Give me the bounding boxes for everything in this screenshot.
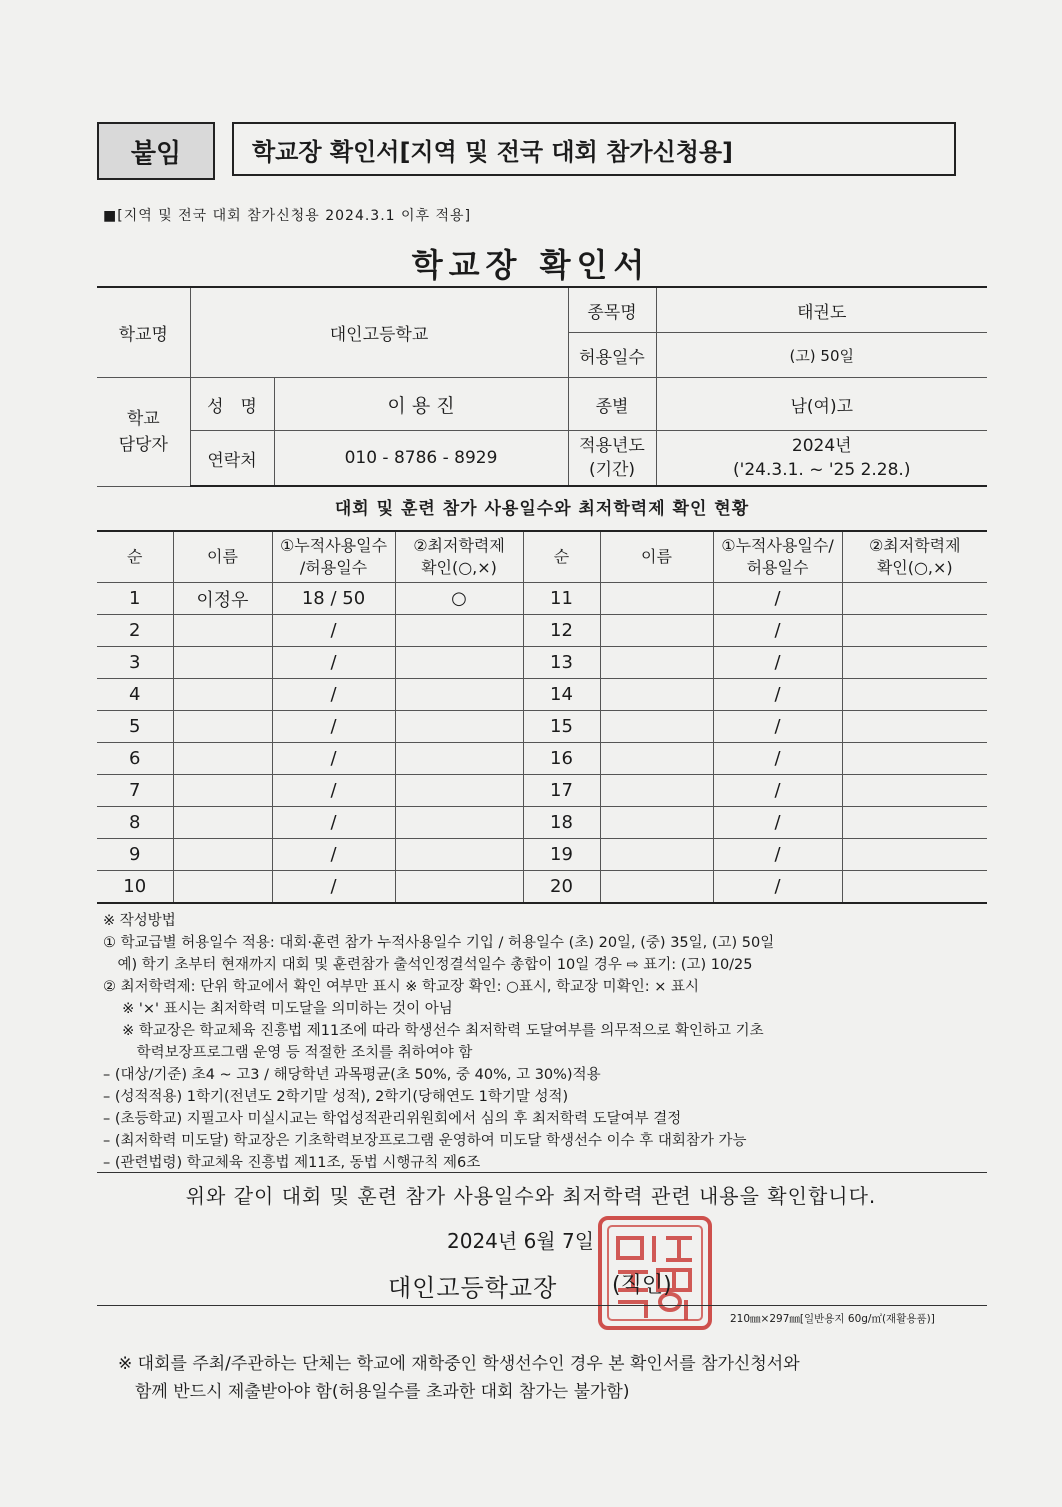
- year-value-line-2: ('24.3.1. ~ '25 2.28.): [733, 460, 911, 480]
- note-line: 예) 학기 초부터 현재까지 대회 및 훈련참가 출석인정결석일수 총합이 10일 경우 ⇨ 표기: (고) 10/25: [103, 957, 753, 973]
- row-days: /: [713, 711, 842, 743]
- header-days-right-line-1: ①누적사용일수/: [721, 536, 834, 555]
- note-line: – (관련법령) 학교체육 진흥법 제11조, 동법 시행규칙 제6조: [103, 1155, 481, 1171]
- row-name: [600, 583, 713, 615]
- row-days: /: [713, 679, 842, 711]
- bottom-note: [118, 1350, 800, 1406]
- row-check: [395, 647, 523, 679]
- row-days: /: [713, 839, 842, 871]
- row-number: 1: [97, 583, 173, 615]
- row-name: [600, 711, 713, 743]
- year-label-line-2: (기간): [588, 460, 636, 480]
- note-line: ② 최저학력제: 단위 학교에서 확인 여부만 표시 ※ 학교장 확인: ○표시, 학교장 미확인: × 표시: [103, 979, 699, 995]
- manager-label: [97, 378, 190, 487]
- row-check: [842, 711, 987, 743]
- row-name: [600, 807, 713, 839]
- header-check-right-line-2: 확인(○,×): [876, 558, 953, 577]
- instructions: [103, 910, 983, 1174]
- row-name: [173, 711, 272, 743]
- row-check: [395, 807, 523, 839]
- header-check-left-line-2: 확인(○,×): [421, 558, 497, 577]
- table-row: [97, 615, 987, 647]
- header-check-left-line-1: ②최저학력제: [413, 536, 505, 555]
- row-check: [842, 615, 987, 647]
- row-days: 18 / 50: [272, 583, 395, 615]
- row-days: /: [713, 775, 842, 807]
- note-line: ※ 학교장은 학교체육 진흥법 제11조에 따라 학생선수 최저학력 도달여부를 의무적으로 확인하고 기초: [103, 1023, 764, 1039]
- row-days: /: [272, 743, 395, 775]
- row-days: /: [713, 583, 842, 615]
- row-check: [842, 583, 987, 615]
- bottom-note-line-1: ※ 대회를 주최/주관하는 단체는 학교에 재학중인 학생선수인 경우 본 확인서를 참가신청서와: [118, 1354, 800, 1374]
- row-days: /: [272, 679, 395, 711]
- row-check: [842, 839, 987, 871]
- attachment-label: 붙임: [97, 122, 215, 180]
- table-row: [97, 583, 987, 615]
- divider-bottom: [97, 1305, 987, 1306]
- header-no-right: 순: [523, 531, 600, 583]
- header-days-left-line-1: ①누적사용일수: [279, 536, 388, 555]
- row-name: [173, 743, 272, 775]
- table-row: [97, 679, 987, 711]
- header-name-left: 이름: [173, 531, 272, 583]
- row-number: 14: [523, 679, 600, 711]
- note-line: – (최저학력 미도달) 학교장은 기초학력보장프로그램 운영하여 미도달 학생선수 이수 후 대회참가 가능: [103, 1133, 747, 1149]
- row-check: [395, 679, 523, 711]
- category-label: 종별: [568, 378, 656, 431]
- row-check: [395, 711, 523, 743]
- header-check-right-line-1: ②최저학력제: [868, 536, 961, 555]
- row-number: 3: [97, 647, 173, 679]
- row-check: [395, 871, 523, 904]
- sport-value: 태권도: [656, 287, 987, 333]
- row-check: [395, 775, 523, 807]
- note-line: ① 학교급별 허용일수 적용: 대회·훈련 참가 누적사용일수 기입 / 허용일수 (초) 20일, (중) 35일, (고) 50일: [103, 935, 775, 951]
- row-name: [173, 839, 272, 871]
- row-days: /: [272, 615, 395, 647]
- row-days: /: [272, 807, 395, 839]
- row-days: /: [713, 647, 842, 679]
- row-name: [173, 647, 272, 679]
- row-name: [173, 615, 272, 647]
- row-days: /: [272, 839, 395, 871]
- contact-label: 연락처: [190, 431, 274, 487]
- year-label: [568, 431, 656, 487]
- table-row: [97, 807, 987, 839]
- row-number: 13: [523, 647, 600, 679]
- header-days-right-line-2: 허용일수: [746, 558, 809, 577]
- issue-date: 2024년 6월 7일: [447, 1229, 595, 1253]
- header-days-right: [713, 531, 842, 583]
- row-name: [600, 615, 713, 647]
- note-line: – (대상/기준) 초4 ~ 고3 / 해당학년 과목평균(초 50%, 중 40%, 고 30%)적용: [103, 1067, 601, 1083]
- name-label: 성 명: [190, 378, 274, 431]
- row-number: 16: [523, 743, 600, 775]
- row-name: [173, 775, 272, 807]
- row-number: 6: [97, 743, 173, 775]
- header-name-right: 이름: [600, 531, 713, 583]
- manager-label-line-2: 담당자: [118, 434, 168, 455]
- row-name: [600, 679, 713, 711]
- row-name: 이정우: [173, 583, 272, 615]
- main-title: 학교장 확인서: [411, 246, 651, 284]
- row-name: [600, 743, 713, 775]
- row-number: 11: [523, 583, 600, 615]
- row-check: [842, 743, 987, 775]
- row-number: 10: [97, 871, 173, 904]
- row-number: 4: [97, 679, 173, 711]
- row-name: [600, 871, 713, 904]
- row-number: 20: [523, 871, 600, 904]
- sport-label: 종목명: [568, 287, 656, 333]
- row-check: [842, 807, 987, 839]
- row-days: /: [713, 871, 842, 904]
- row-days: /: [713, 743, 842, 775]
- table-row: [97, 775, 987, 807]
- allowed-days-label: 허용일수: [568, 333, 656, 378]
- row-days: /: [272, 711, 395, 743]
- row-name: [600, 647, 713, 679]
- header-check-left: [395, 531, 523, 583]
- table-row: [97, 711, 987, 743]
- divider-top: [97, 1172, 987, 1173]
- table-row: [97, 743, 987, 775]
- paper-spec: 210㎜×297㎜[일반용지 60g/㎡(재활용품)]: [730, 1313, 935, 1325]
- header-days-left-line-2: /허용일수: [299, 558, 368, 577]
- note-line: ※ 작성방법: [103, 913, 176, 929]
- row-number: 5: [97, 711, 173, 743]
- form-subtitle: ■[지역 및 전국 대회 참가신청용 2024.3.1 이후 적용]: [103, 208, 472, 224]
- contact-value: 010 - 8786 - 8929: [274, 431, 568, 487]
- row-number: 9: [97, 839, 173, 871]
- row-days: /: [713, 807, 842, 839]
- confirmation-text: 위와 같이 대회 및 훈련 참가 사용일수와 최저학력 관련 내용을 확인합니다.: [185, 1184, 877, 1208]
- row-number: 12: [523, 615, 600, 647]
- table-row: [97, 839, 987, 871]
- row-number: 15: [523, 711, 600, 743]
- row-check: [842, 647, 987, 679]
- row-check: [842, 871, 987, 904]
- row-number: 8: [97, 807, 173, 839]
- row-number: 2: [97, 615, 173, 647]
- seal-label: (직인): [612, 1273, 672, 1298]
- row-days: /: [272, 775, 395, 807]
- row-days: /: [272, 871, 395, 904]
- row-name: [173, 871, 272, 904]
- year-value-line-1: 2024년: [791, 436, 852, 456]
- note-line: 학력보장프로그램 운영 등 적절한 조치를 취하여야 함: [103, 1045, 473, 1061]
- note-line: – (성적적용) 1학기(전년도 2학기말 성적), 2학기(당해연도 1학기말 성적): [103, 1089, 569, 1105]
- row-name: [173, 679, 272, 711]
- row-check: [395, 743, 523, 775]
- section-title: 대회 및 훈련 참가 사용일수와 최저학력제 확인 현황: [334, 499, 750, 519]
- document-header-title: 학교장 확인서[지역 및 전국 대회 참가신청용]: [232, 122, 956, 176]
- note-line: – (초등학교) 지필고사 미실시교는 학업성적관리위원회에서 심의 후 최저학력 도달여부 결정: [103, 1111, 682, 1127]
- row-check: [395, 615, 523, 647]
- row-name: [600, 775, 713, 807]
- table-row: [97, 647, 987, 679]
- allowed-days-value: (고) 50일: [656, 333, 987, 378]
- row-check: [842, 775, 987, 807]
- year-value: [656, 431, 987, 487]
- note-line: ※ '×' 표시는 최저학력 미도달을 의미하는 것이 아님: [103, 1001, 453, 1017]
- info-table: [97, 286, 987, 487]
- row-number: 18: [523, 807, 600, 839]
- manager-label-line-1: 학교: [126, 408, 160, 429]
- table-row: [97, 871, 987, 904]
- row-number: 7: [97, 775, 173, 807]
- row-check: ○: [395, 583, 523, 615]
- principal-name: 대인고등학교장: [388, 1274, 558, 1302]
- header-no-left: 순: [97, 531, 173, 583]
- row-days: /: [272, 647, 395, 679]
- row-name: [173, 807, 272, 839]
- usage-list-table: [97, 530, 987, 904]
- header-check-right: [842, 531, 987, 583]
- row-number: 19: [523, 839, 600, 871]
- manager-name-value: 이 용 진: [274, 378, 568, 431]
- header-days-left: [272, 531, 395, 583]
- row-check: [842, 679, 987, 711]
- row-name: [600, 839, 713, 871]
- school-name-label: 학교명: [97, 287, 190, 378]
- category-value: 남(여)고: [656, 378, 987, 431]
- bottom-note-line-2: 함께 반드시 제출받아야 함(허용일수를 초과한 대회 참가는 불가함): [118, 1382, 630, 1402]
- row-check: [395, 839, 523, 871]
- row-days: /: [713, 615, 842, 647]
- school-name-value: 대인고등학교: [190, 287, 568, 378]
- year-label-line-1: 적용년도: [579, 436, 645, 456]
- row-number: 17: [523, 775, 600, 807]
